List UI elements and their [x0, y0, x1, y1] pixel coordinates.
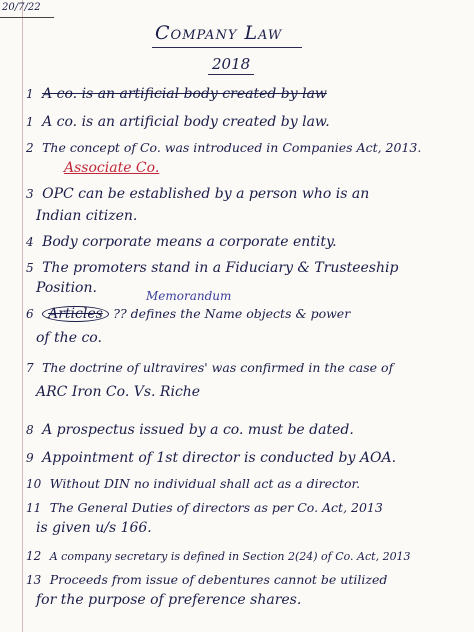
note-text: Associate Co.	[64, 160, 160, 176]
note-line	[26, 86, 466, 102]
note-text: The promoters stand in a Fiduciary & Trusteeship	[42, 260, 399, 276]
item-number: 3	[26, 187, 34, 201]
item-number: 12	[26, 549, 42, 563]
note-text: The General Duties of directors as per Co. Act, 2013	[49, 500, 383, 515]
item-number: 4	[26, 235, 34, 249]
note-text: Body corporate means a corporate entity.	[42, 234, 337, 250]
note-line	[36, 208, 474, 224]
margin-line	[22, 0, 23, 632]
note-line	[26, 450, 466, 466]
note-text: A company secretary is defined in Section 2(24) of Co. Act, 2013	[49, 550, 411, 563]
note-text: A co. is an artificial body created by law.	[42, 114, 330, 130]
note-line	[26, 360, 466, 376]
note-line	[26, 234, 466, 250]
note-line	[26, 422, 466, 438]
note-line	[36, 520, 474, 536]
note-line	[26, 186, 466, 202]
note-text: ARC Iron Co. Vs. Riche	[36, 384, 201, 400]
item-number: 2	[26, 141, 34, 155]
note-text: ?? defines the Name objects & power	[113, 306, 351, 321]
page-title: Company Law	[155, 22, 283, 44]
item-number: 1	[26, 87, 34, 101]
title-underline	[152, 47, 302, 48]
item-number: 13	[26, 573, 42, 587]
note-line	[26, 260, 466, 276]
note-text: Indian citizen.	[36, 208, 138, 224]
note-text: OPC can be established by a person who is an	[42, 186, 370, 202]
item-number: 1	[26, 115, 34, 129]
note-text: A co. is an artificial body created by law	[42, 86, 327, 102]
note-line	[36, 280, 474, 296]
item-number: 10	[26, 477, 42, 491]
item-number: 8	[26, 423, 34, 437]
note-line	[26, 572, 466, 588]
year: 2018	[212, 55, 251, 73]
note-line	[26, 548, 466, 565]
note-text: Position.	[36, 280, 97, 296]
item-number: 5	[26, 261, 34, 275]
note-line	[26, 306, 466, 322]
note-line	[64, 160, 474, 176]
item-number: 11	[26, 501, 42, 515]
note-line	[26, 500, 466, 516]
annotation-memorandum: Memorandum	[146, 289, 232, 303]
date-underline	[0, 17, 54, 18]
note-text: The doctrine of ultravires' was confirmed in the case of	[42, 360, 394, 375]
note-text: Proceeds from issue of debentures cannot be utilized	[49, 572, 388, 587]
note-text: is given u/s 166.	[36, 520, 152, 536]
note-text: of the co.	[36, 330, 102, 346]
note-line	[36, 592, 474, 608]
year-underline	[208, 74, 254, 75]
item-number: 9	[26, 451, 34, 465]
note-text: Appointment of 1st director is conducted by AOA.	[42, 450, 397, 466]
note-line	[26, 476, 466, 492]
item-number: 6	[26, 307, 34, 321]
note-text: for the purpose of preference shares.	[36, 592, 302, 608]
note-text: The concept of Co. was introduced in Companies Act, 2013.	[42, 140, 422, 155]
note-line	[36, 384, 474, 400]
note-line	[26, 140, 466, 156]
date: 20/7/22	[2, 2, 41, 13]
note-line	[26, 114, 466, 130]
note-line	[36, 330, 474, 346]
item-number: 7	[26, 361, 34, 375]
circled-word: Articles	[42, 306, 109, 322]
note-text: Without DIN no individual shall act as a director.	[49, 476, 361, 491]
note-text: A prospectus issued by a co. must be dated.	[42, 422, 354, 438]
